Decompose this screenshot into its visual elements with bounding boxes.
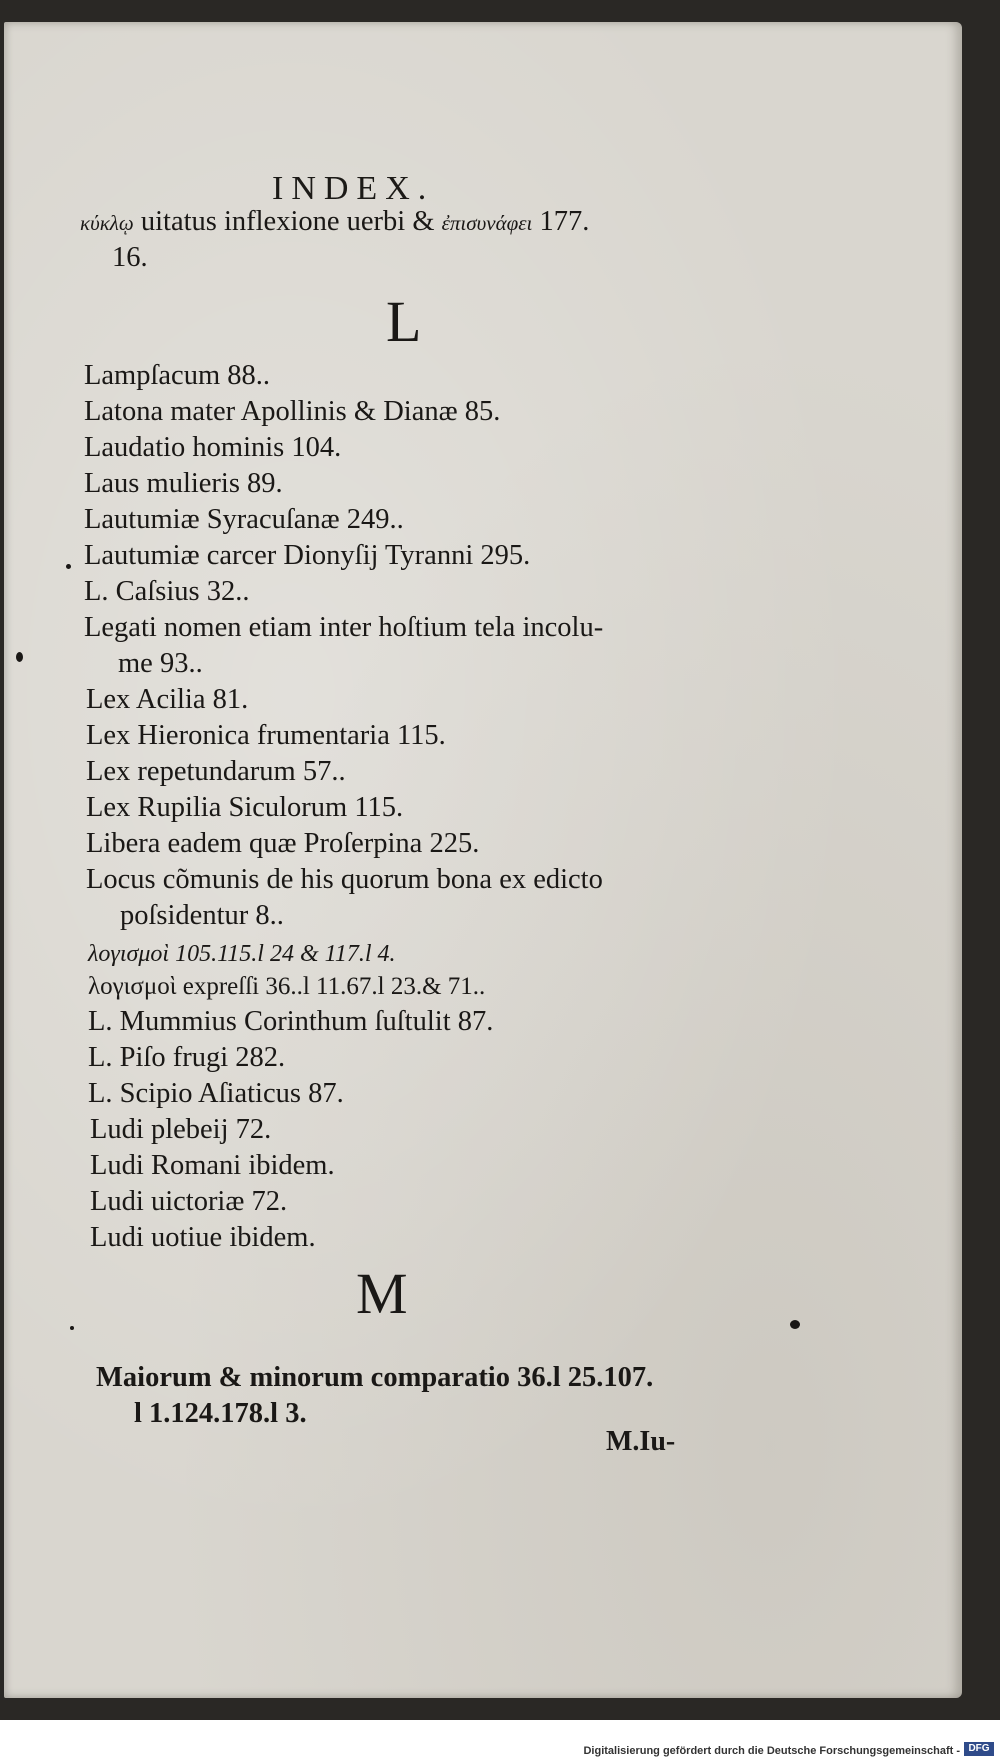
index-entry: Ludi plebeij 72. <box>90 1114 272 1145</box>
greek-word: ἐπισυνάφει <box>441 211 533 235</box>
index-entry-continuation: me 93.. <box>118 648 203 679</box>
index-entry: L. Mummius Corinthum ſuſtulit 87. <box>88 1006 494 1037</box>
greek-word: κύκλῳ <box>80 211 134 235</box>
ink-speck <box>790 1320 800 1329</box>
index-entry: Lex Acilia 81. <box>86 684 249 715</box>
intro-line <box>80 208 589 237</box>
index-entry: Maiorum & minorum comparatio 36.l 25.107. <box>96 1362 654 1393</box>
index-entry: Lautumiæ carcer Dionyſij Tyranni 295. <box>84 540 531 571</box>
ink-speck <box>16 652 23 662</box>
index-entry: Lex Rupilia Siculorum 115. <box>86 792 404 823</box>
footer-credit: Digitalisierung gefördert durch die Deutsche Forschungsgemeinschaft - <box>583 1745 960 1757</box>
dfg-logo: DFG <box>964 1742 994 1756</box>
index-entry: Laus mulieris 89. <box>84 468 283 499</box>
index-entry: Laudatio hominis 104. <box>84 432 342 463</box>
index-entry: Lex repetundarum 57.. <box>86 756 346 787</box>
catchword: M.Iu- <box>606 1426 676 1457</box>
index-entry-greek: λογισμοὶ expreſſi 36..l 11.67.l 23.& 71.. <box>88 973 486 1000</box>
intro-text: uitatus inflexione uerbi & <box>133 206 442 237</box>
index-entry-continuation: l 1.124.178.l 3. <box>134 1398 307 1429</box>
ink-speck <box>70 1326 74 1330</box>
index-entry: Lautumiæ Syracuſanæ 249.. <box>84 504 404 535</box>
ink-speck <box>66 564 71 569</box>
section-letter-l: L <box>386 289 422 354</box>
intro-text: 16. <box>112 242 148 273</box>
index-entry: L. Caſsius 32.. <box>84 576 250 607</box>
index-entry: Lex Hieronica frumentaria 115. <box>86 720 446 751</box>
running-head: INDEX. <box>272 170 435 207</box>
index-entry: Legati nomen etiam inter hoſtium tela incolu- <box>84 612 604 643</box>
index-entry: Locus cõmunis de his quorum bona ex edicto <box>86 864 603 895</box>
index-entry: Lampſacum 88.. <box>84 360 270 391</box>
index-entry: Ludi uotiue ibidem. <box>90 1222 316 1253</box>
index-entry: Libera eadem quæ Proſerpina 225. <box>86 828 480 859</box>
index-entry: L. Piſo frugi 282. <box>88 1042 286 1073</box>
intro-line <box>112 244 148 273</box>
book-page <box>4 22 962 1698</box>
intro-text: 177. <box>532 206 590 237</box>
index-entry: Latona mater Apollinis & Dianæ 85. <box>84 396 501 427</box>
index-entry: Ludi uictoriæ 72. <box>90 1186 288 1217</box>
index-entry: Ludi Romani ibidem. <box>90 1150 335 1181</box>
section-letter-m: M <box>356 1261 408 1326</box>
index-entry-greek: λογισμοὶ 105.115.l 24 & 117.l 4. <box>88 941 396 967</box>
index-entry-continuation: poſsidentur 8.. <box>120 900 284 931</box>
index-entry: L. Scipio Aſiaticus 87. <box>88 1078 344 1109</box>
